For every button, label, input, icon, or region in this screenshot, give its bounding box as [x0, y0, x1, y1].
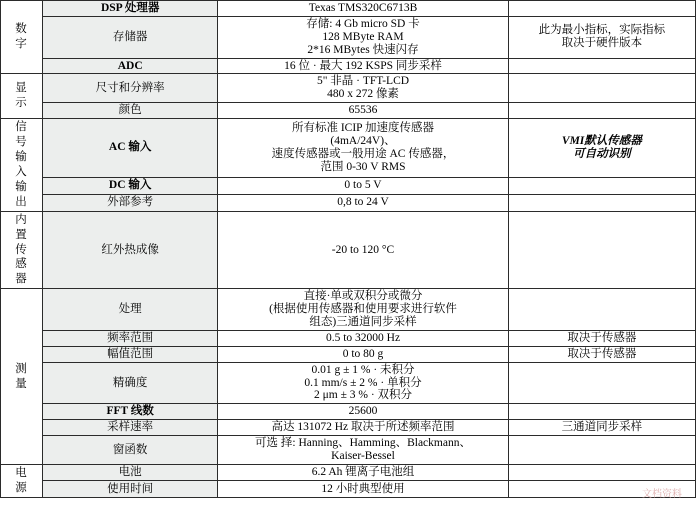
- row-group-label: 信 号 输 入 输 出: [1, 119, 43, 212]
- table-row: [1, 362, 696, 404]
- parameter-note: [508, 436, 695, 465]
- parameter-label: 窗函数: [43, 436, 218, 465]
- parameter-value: 所有标准 ICIP 加速度传感器 (4mA/24V)、 速度传感器或一般用途 AC 传感器， 范围 0-30 V RMS: [218, 119, 508, 178]
- table-row: [1, 119, 696, 178]
- parameter-value: 0 to 80 g: [218, 346, 508, 362]
- parameter-value: 0.01 g ± 1 % · 未积分 0.1 mm/s ± 2 % · 单积分 2 μm ± 3 % · 双积分: [218, 362, 508, 404]
- parameter-label: 频率范围: [43, 330, 218, 346]
- parameter-value: 5" 非晶 · TFT-LCD 480 x 272 像素: [218, 74, 508, 103]
- parameter-value: 0,8 to 24 V: [218, 194, 508, 211]
- table-row: [1, 330, 696, 346]
- parameter-note: [508, 289, 695, 331]
- parameter-note: [508, 211, 695, 289]
- table-row: [1, 16, 696, 58]
- table-row: [1, 481, 696, 497]
- row-group-label: 电 源: [1, 464, 43, 497]
- parameter-note: [508, 1, 695, 17]
- parameter-note: [508, 464, 695, 480]
- parameter-note: [508, 74, 695, 103]
- parameter-value: 25600: [218, 404, 508, 420]
- parameter-label: ADC: [43, 58, 218, 74]
- table-row: [1, 436, 696, 465]
- parameter-note: [508, 103, 695, 119]
- parameter-value: 12 小时典型使用: [218, 481, 508, 497]
- parameter-value: 0.5 to 32000 Hz: [218, 330, 508, 346]
- parameter-label: 幅值范围: [43, 346, 218, 362]
- parameter-label: 颜色: [43, 103, 218, 119]
- parameter-label: 采样速率: [43, 420, 218, 436]
- table-row: [1, 194, 696, 211]
- parameter-label: DC 输入: [43, 177, 218, 194]
- parameter-value: Texas TMS320C6713B: [218, 1, 508, 17]
- parameter-value: 0 to 5 V: [218, 177, 508, 194]
- table-row: [1, 346, 696, 362]
- parameter-note: VMI默认传感器 可自动识别: [508, 119, 695, 178]
- table-row: [1, 420, 696, 436]
- row-group-label: 显 示: [1, 74, 43, 119]
- parameter-value: 可选 择: Hanning、Hamming、Blackmann、 Kaiser-Bessel: [218, 436, 508, 465]
- parameter-label: 外部参考: [43, 194, 218, 211]
- parameter-value: 直接·单或双积分或微分 (根据使用传感器和使用要求进行软件 组态)三通道同步采样: [218, 289, 508, 331]
- parameter-label: 尺寸和分辨率: [43, 74, 218, 103]
- parameter-value: 6.2 Ah 锂离子电池组: [218, 464, 508, 480]
- parameter-note: [508, 362, 695, 404]
- parameter-note: [508, 58, 695, 74]
- row-group-label: 测 量: [1, 289, 43, 465]
- parameter-note: [508, 481, 695, 497]
- table-row: [1, 177, 696, 194]
- parameter-note: 取决于传感器: [508, 330, 695, 346]
- parameter-label: AC 输入: [43, 119, 218, 178]
- parameter-label: 精确度: [43, 362, 218, 404]
- parameter-value: 16 位 · 最大 192 KSPS 同步采样: [218, 58, 508, 74]
- parameter-label: 电池: [43, 464, 218, 480]
- parameter-note: 三通道同步采样: [508, 420, 695, 436]
- table-body: [1, 1, 696, 498]
- parameter-note: [508, 404, 695, 420]
- parameter-label: 处理: [43, 289, 218, 331]
- parameter-value: 高达 131072 Hz 取决于所述频率范围: [218, 420, 508, 436]
- parameter-value: -20 to 120 °C: [218, 211, 508, 289]
- table-row: [1, 58, 696, 74]
- watermark: 文档资料: [642, 489, 682, 500]
- parameter-label: 红外热成像: [43, 211, 218, 289]
- table-row: [1, 464, 696, 480]
- row-group-label: 内 置 传 感 器: [1, 211, 43, 289]
- row-group-label: 数 字: [1, 1, 43, 74]
- table-row: [1, 74, 696, 103]
- parameter-note: 此为最小指标，实际指标 取决于硬件版本: [508, 16, 695, 58]
- table-row: [1, 103, 696, 119]
- parameter-label: 使用时间: [43, 481, 218, 497]
- table-row: [1, 289, 696, 331]
- table-row: [1, 404, 696, 420]
- parameter-note: [508, 194, 695, 211]
- parameter-note: 取决于传感器: [508, 346, 695, 362]
- parameter-note: [508, 177, 695, 194]
- parameter-value: 65536: [218, 103, 508, 119]
- table-row: [1, 1, 696, 17]
- parameter-value: 存储: 4 Gb micro SD 卡 128 MByte RAM 2*16 MBytes 快速闪存: [218, 16, 508, 58]
- parameter-label: 存储器: [43, 16, 218, 58]
- parameter-label: FFT 线数: [43, 404, 218, 420]
- table-row: [1, 211, 696, 289]
- parameter-label: DSP 处理器: [43, 1, 218, 17]
